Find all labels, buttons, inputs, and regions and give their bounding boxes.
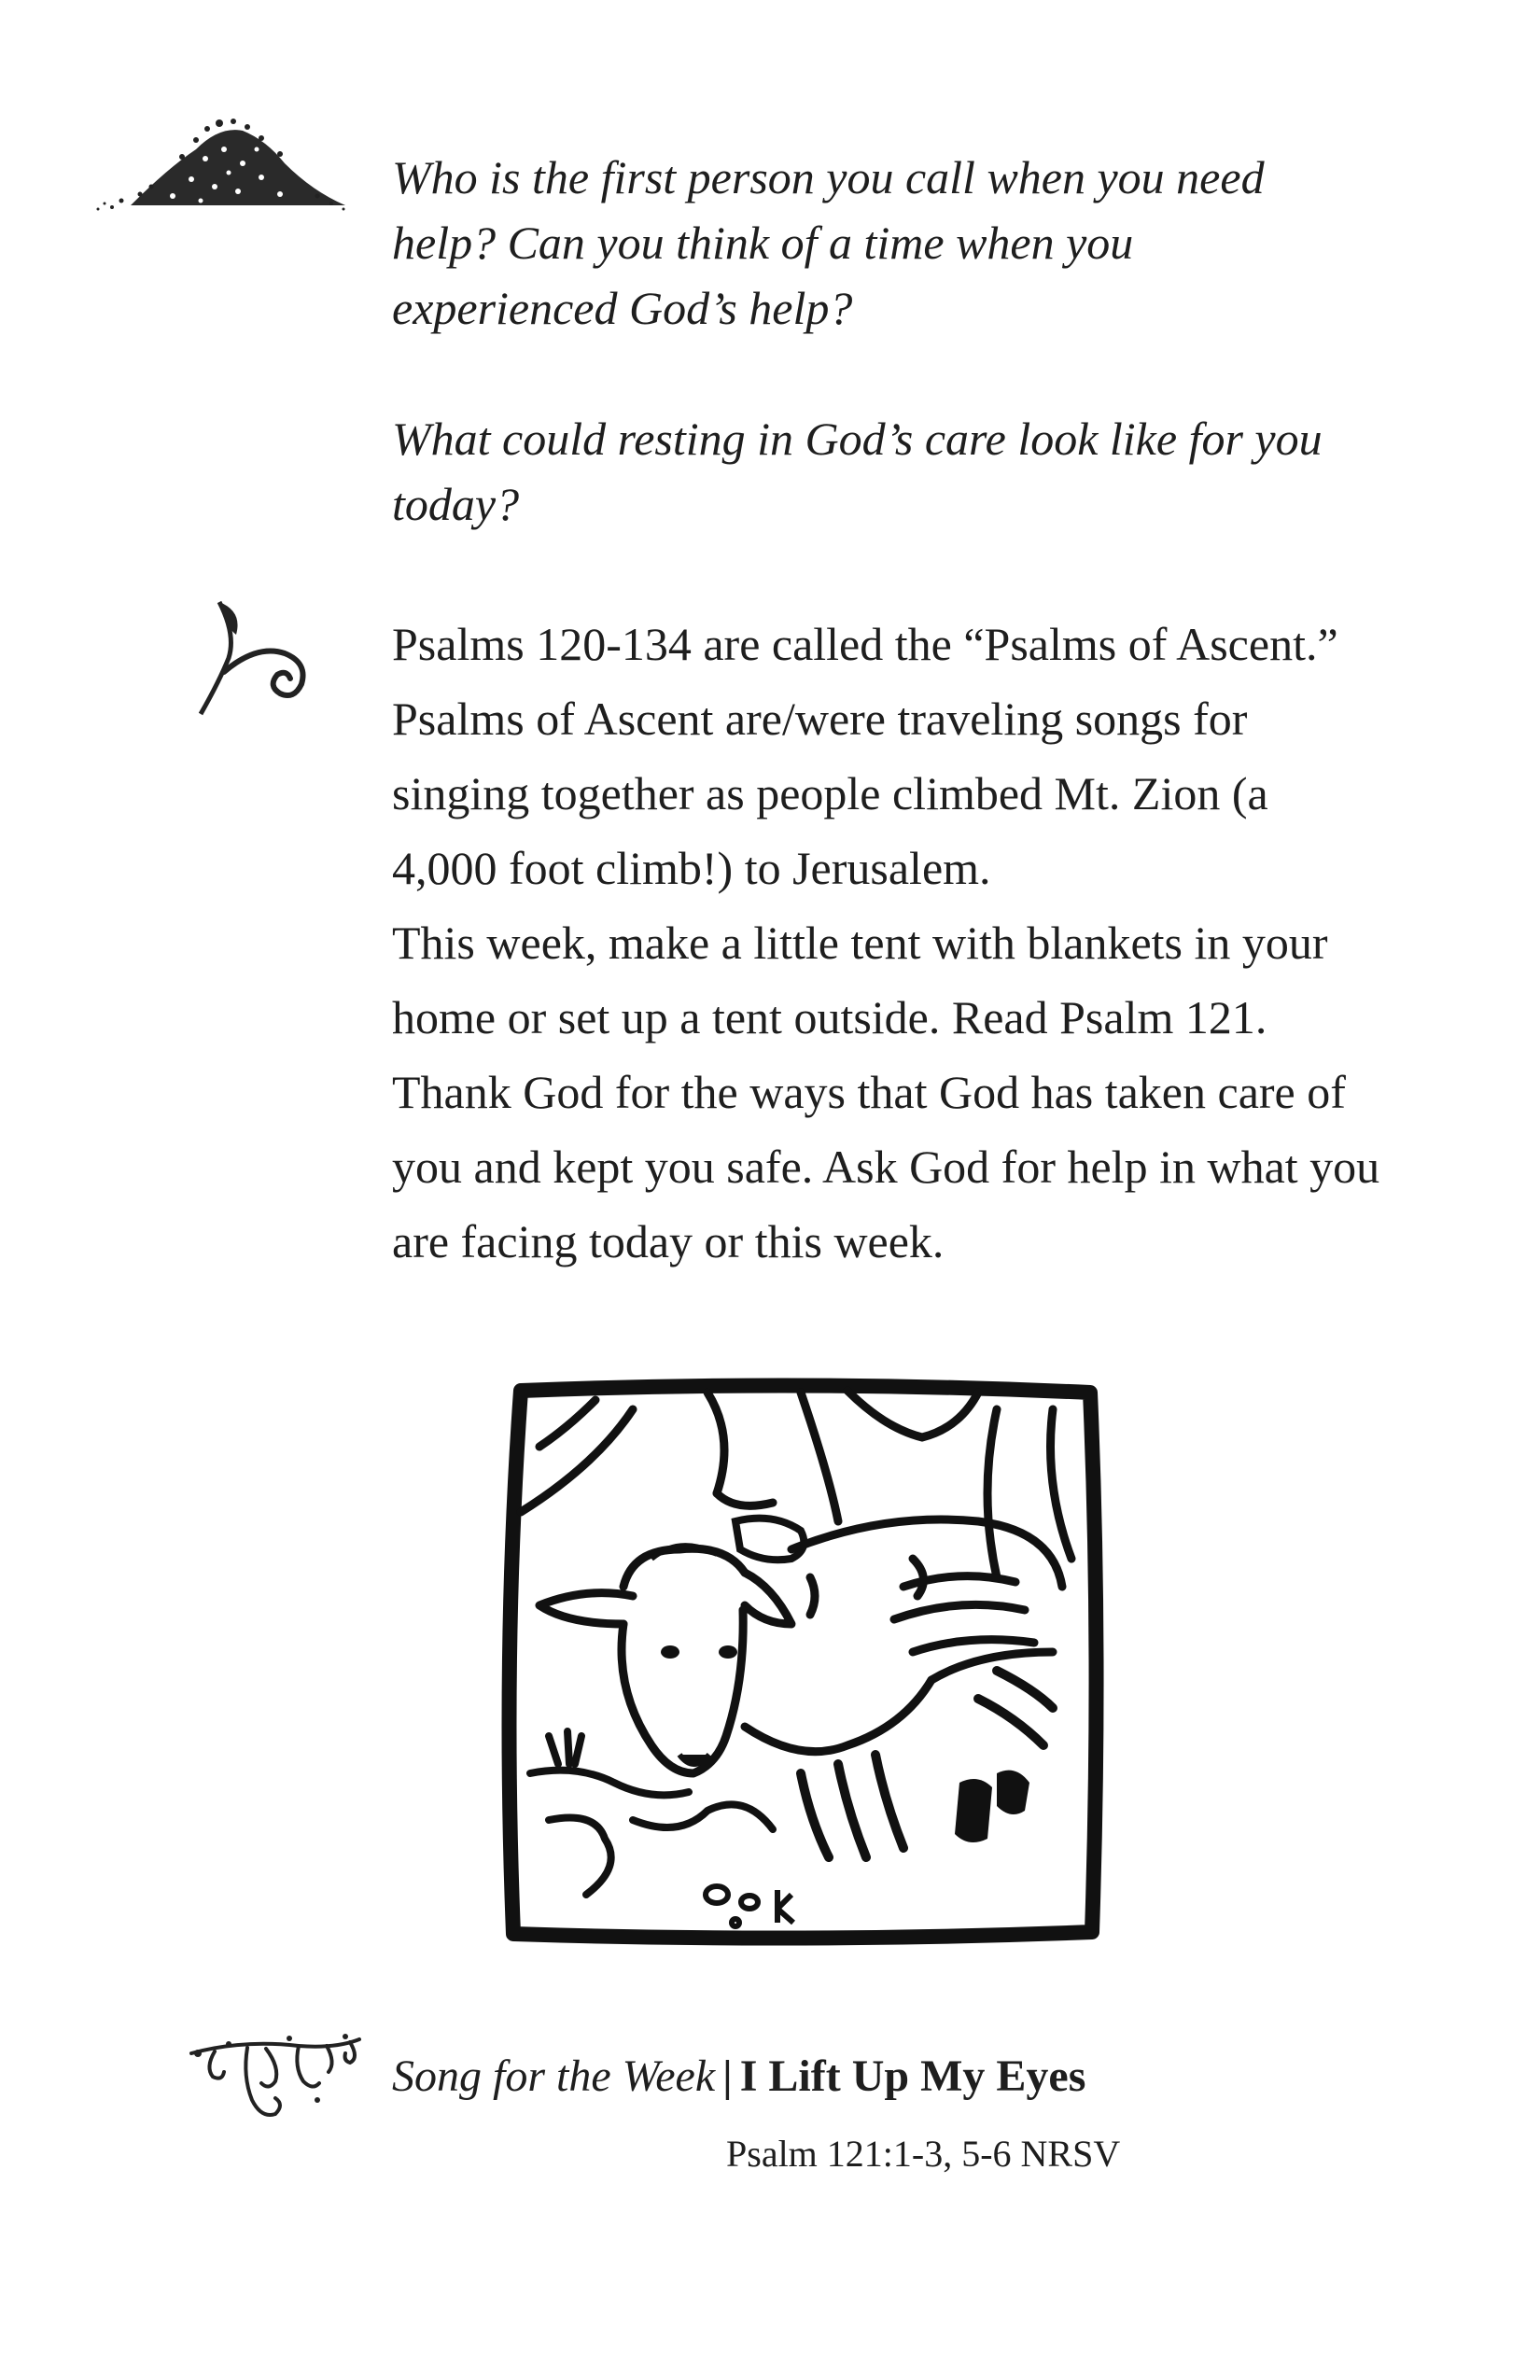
song-label: Song for the Week — [392, 2051, 716, 2101]
scripture-reference: Psalm 121:1-3, 5-6 NRSV — [726, 2133, 1121, 2175]
tent-activity-paragraph: This week, make a little tent with blankets in your home or set up a tent outside. Read Psalm 121. Thank God for the ways that God has taken care of you and kept you safe. Ask God for help in what you are facing today or this week. — [392, 917, 1380, 1267]
lamb-illustration — [493, 1372, 1109, 1951]
song-heading — [392, 2049, 1085, 2105]
vine-flourish-icon — [187, 2025, 364, 2128]
song-title: I Lift Up My Eyes — [739, 2051, 1086, 2101]
seed-mound-icon — [93, 112, 355, 215]
reflection-question-2: What could resting in God’s care look like for you today? — [392, 413, 1323, 530]
reflection-question-1: Who is the first person you call when you need help? Can you think of a time when you experienced God’s help? — [392, 151, 1265, 334]
psalms-of-ascent-paragraph: Psalms 120-134 are called the “Psalms of Ascent.” Psalms of Ascent are/were traveling songs for singing together as people climbed Mt. Zion (a 4,000 foot climb!) to Jerusalem. — [392, 618, 1338, 894]
sprout-swirl-icon — [191, 593, 322, 723]
activity-text — [392, 607, 1381, 1279]
song-separator: | — [722, 2051, 733, 2101]
